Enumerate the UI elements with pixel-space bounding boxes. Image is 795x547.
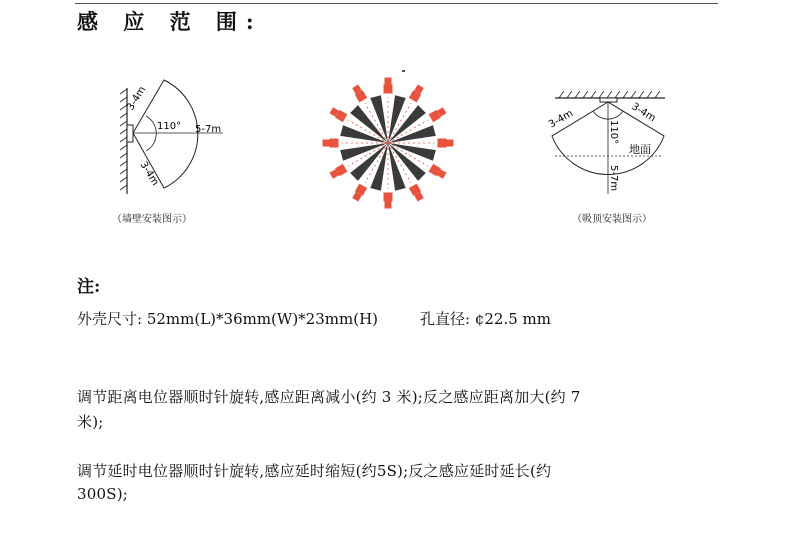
wall-range-top-label: 3-4m — [125, 84, 149, 113]
distance-note-line-1: 调节距离电位器顺时针旋转,感应距离减小(约 3 米);反之感应距离加大(约 7 — [77, 388, 581, 406]
ceiling-range-down-label: 5-7m — [608, 165, 619, 192]
pattern-zone-square — [447, 140, 454, 147]
ceiling-range-left-label: 3-4m — [547, 108, 576, 131]
wall-range-front-label: 5-7m — [195, 124, 222, 135]
pattern-zone-square — [438, 139, 447, 148]
delay-note-line-1: 调节延时电位器顺时针旋转,感应延时缩短(约5S);反之感应延时延长(约 — [77, 462, 552, 480]
wall-mount-diagram — [110, 70, 250, 210]
wall-mount-caption: （墙壁安装图示） — [112, 214, 192, 225]
detection-pattern-icon — [315, 70, 465, 210]
notes-heading: 注: — [77, 277, 101, 297]
ceiling-ground-label: 地面 — [629, 143, 651, 156]
ceiling-mount-diagram — [545, 78, 675, 208]
distance-note-line-2: 米); — [77, 413, 104, 431]
pattern-zone-square — [330, 139, 339, 148]
page-title: 感 应 范 围: — [77, 9, 263, 34]
ceiling-range-right-label: 3-4m — [629, 101, 658, 125]
pattern-zone-square — [385, 202, 392, 209]
hole-diameter-spec: 孔直径: ¢22.5 mm — [420, 310, 551, 328]
wall-range-bottom-label: 3-4m — [137, 159, 161, 188]
wall-angle-label: 110° — [157, 121, 182, 132]
ceiling-mount-caption: （吸顶安装图示） — [572, 214, 652, 225]
ceiling-angle-label: 110° — [608, 120, 619, 145]
top-rule — [75, 3, 718, 4]
pattern-zone-square — [384, 193, 393, 202]
housing-size-spec: 外壳尺寸: 52mm(L)*36mm(W)*23mm(H) — [77, 310, 378, 328]
pattern-zone-square — [323, 140, 330, 147]
delay-note-line-2: 300S); — [77, 485, 129, 503]
pattern-zone-square — [384, 85, 393, 94]
pattern-zone-square — [385, 78, 392, 85]
